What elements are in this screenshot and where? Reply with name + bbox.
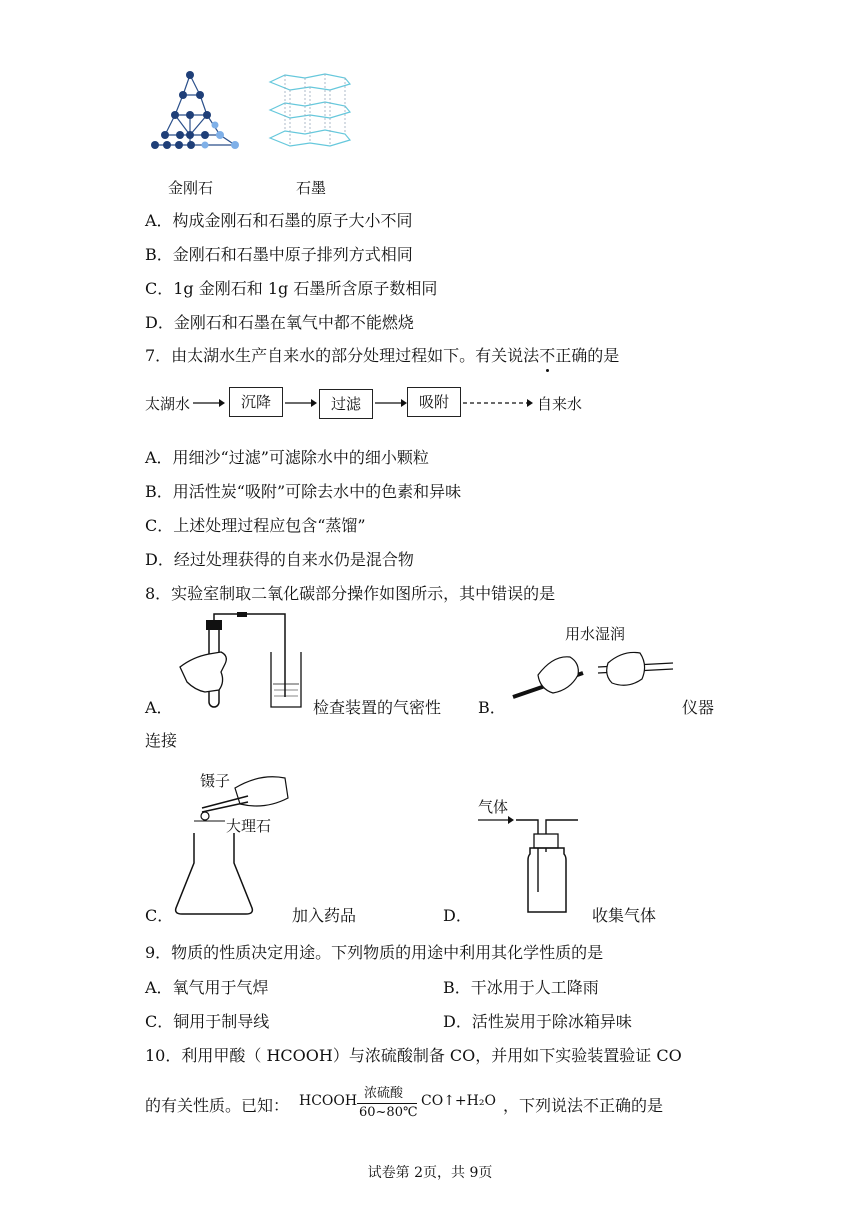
q8-option-a-letter: A．	[145, 698, 173, 717]
q9-option-d: D．活性炭用于除冰箱异味	[443, 1012, 632, 1031]
q6-option-a: A．构成金刚石和石墨的原子大小不同	[145, 211, 413, 230]
flow-target: 自来水	[537, 395, 583, 413]
q10-stem-suffix: ，下列说法不正确的是	[503, 1096, 664, 1115]
gas-label: 气体	[478, 798, 509, 816]
flow-step-filtration: 过滤	[319, 389, 373, 419]
q8-option-b-text-2: 连接	[145, 731, 178, 750]
page-footer: 试卷第 2页，共 9页	[367, 1165, 493, 1181]
reaction-products: CO↑+H₂O	[421, 1093, 496, 1109]
q7-option-c: C．上述处理过程应包含“蒸馏”	[145, 516, 366, 535]
reaction-condition-top: 浓硫酸	[364, 1086, 404, 1101]
q7-option-b: B．用活性炭“吸附”可除去水中的色素和异味	[145, 482, 462, 501]
q6-option-b: B．金刚石和石墨中原子排列方式相同	[145, 245, 413, 264]
q9-stem: 9．物质的性质决定用途。下列物质的用途中利用其化学性质的是	[145, 943, 604, 962]
airtightness-check-figure	[175, 612, 315, 712]
q10-stem-line1: 10．利用甲酸（ HCOOH）与浓硫酸制备 CO，并用如下实验装置验证 CO	[145, 1046, 682, 1065]
q8-option-b-letter: B．	[478, 698, 506, 717]
graphite-structure-figure	[265, 70, 355, 155]
flow-step-settling: 沉降	[229, 387, 283, 417]
emphasis-not: 不	[539, 343, 555, 366]
q8-option-d-letter: D．	[443, 906, 472, 925]
q9-option-c: C．铜用于制导线	[145, 1012, 270, 1031]
diamond-label: 金刚石	[168, 179, 214, 197]
q8-option-b-text-1: 仪器	[682, 698, 715, 717]
q6-option-d: D．金刚石和石墨在氧气中都不能燃烧	[145, 313, 414, 332]
reaction-arrow-bar	[357, 1103, 417, 1104]
q7-option-d: D．经过处理获得的自来水仍是混合物	[145, 550, 414, 569]
instrument-connection-figure	[508, 645, 678, 705]
diamond-structure-figure	[145, 70, 245, 155]
gas-collection-figure	[478, 812, 588, 917]
reaction-condition-bottom: 60~80℃	[359, 1105, 418, 1120]
flow-source: 太湖水	[145, 395, 191, 413]
tweezers-label: 镊子	[200, 772, 231, 790]
q9-option-a: A．氧气用于气焊	[145, 978, 269, 997]
flow-step-adsorption: 吸附	[407, 387, 461, 417]
q8-option-a-text: 检查装置的气密性	[313, 698, 442, 717]
q7-stem: 7．由太湖水生产自来水的部分处理过程如下。有关说法不正确的是	[145, 343, 619, 366]
graphite-label: 石墨	[296, 179, 327, 197]
wet-with-water-label: 用水湿润	[565, 625, 626, 643]
reaction-reactant: HCOOH	[299, 1093, 358, 1109]
q9-option-b: B．干冰用于人工降雨	[443, 978, 599, 997]
q7-option-a: A．用细沙“过滤”可滤除水中的细小颗粒	[145, 448, 429, 467]
marble-label: 大理石	[226, 817, 272, 835]
q8-option-c-letter: C．	[145, 906, 174, 925]
q6-option-c: C．1g 金刚石和 1g 石墨所含原子数相同	[145, 279, 438, 298]
adding-reagent-figure	[170, 768, 290, 918]
q8-option-c-text: 加入药品	[292, 906, 357, 925]
water-treatment-flowchart	[145, 386, 595, 422]
q8-option-d-text: 收集气体	[592, 906, 657, 925]
q8-stem: 8．实验室制取二氧化碳部分操作如图所示，其中错误的是	[145, 584, 556, 603]
q10-stem-line2: 的有关性质。已知： HCOOH 浓硫酸 60~80℃ CO↑+H₂O ，下列说法不正确的是	[145, 1082, 289, 1122]
